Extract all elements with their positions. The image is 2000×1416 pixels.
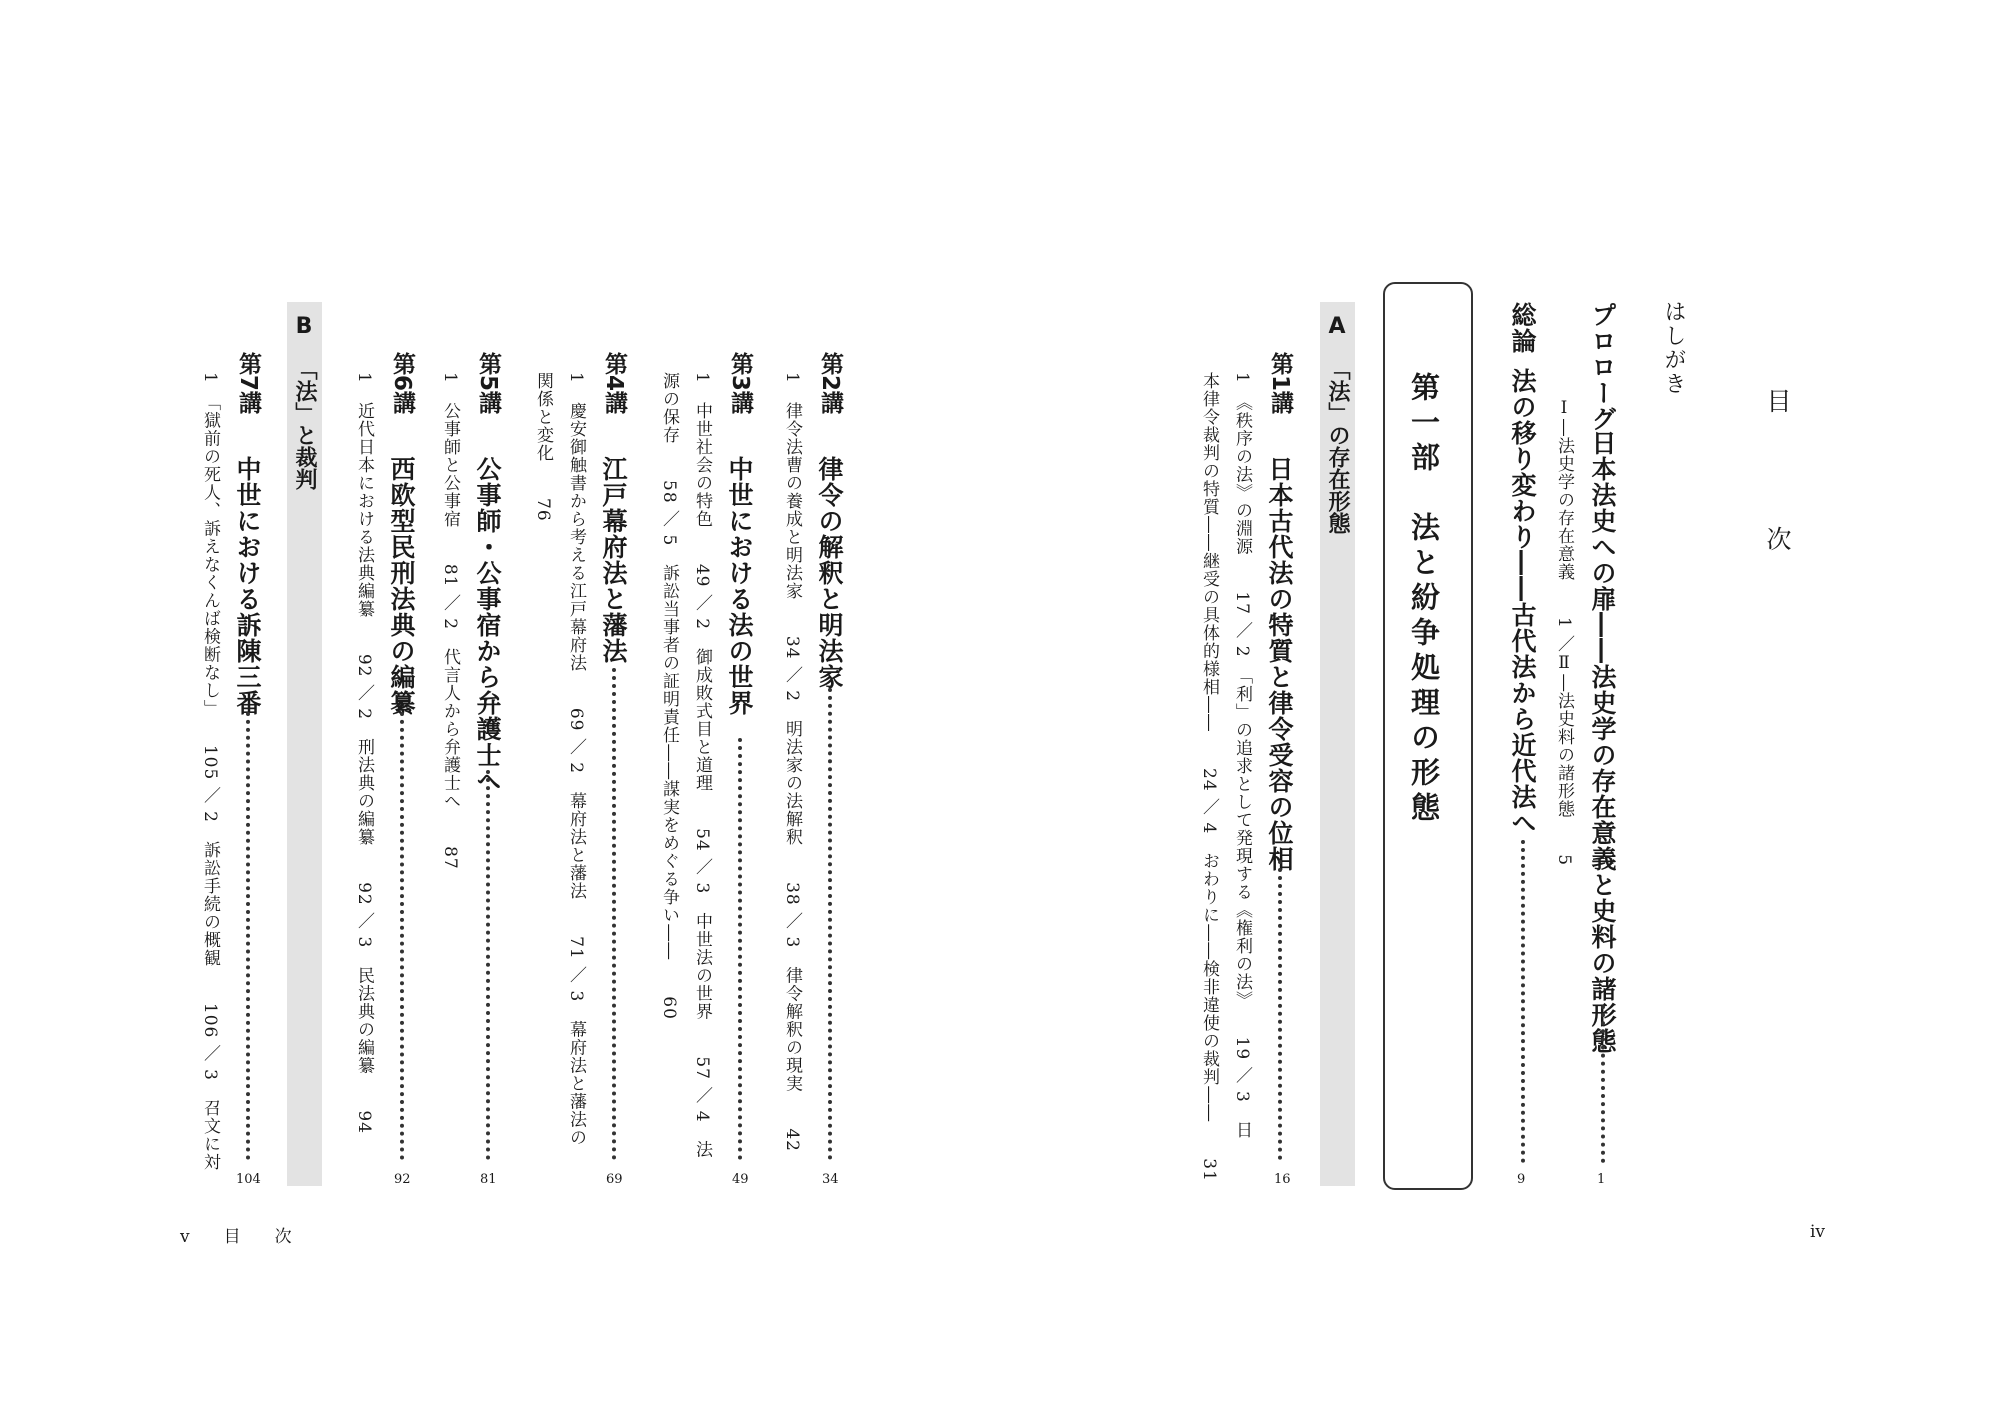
lecture-1-number: 第1講 <box>1267 352 1293 415</box>
prologue-page: 1 <box>1597 1172 1606 1187</box>
footer-left: v 目 次 <box>180 1227 292 1247</box>
lecture-3-title: 中世における法の世界 <box>725 456 754 716</box>
part-title: 第一部 法と紛争処理の形態 <box>1407 372 1441 827</box>
lecture-5-sub-line-1: 1 公事師と公事宿 81 ／ 2 代言人から弁護士へ 87 <box>440 372 460 870</box>
lecture-7-title: 中世における訴陳三番 <box>233 456 262 716</box>
lecture-5-leader <box>486 770 490 1160</box>
lecture-7-leader <box>246 712 250 1160</box>
lecture-4-number: 第4講 <box>601 352 627 415</box>
lecture-2-leader <box>828 688 832 1160</box>
lecture-4-sub-line-1: 1 慶安御触書から考える江戸幕府法 69 ／ 2 幕府法と藩法 71 ／ 3 幕府法と藩法の <box>566 372 586 1147</box>
lecture-4-leader <box>612 668 616 1160</box>
lecture-6-sub-line-1: 1 近代日本における法典編纂 92 ／ 2 刑法典の編纂 92 ／ 3 民法典の編纂 94 <box>354 372 374 1134</box>
lecture-7-sub-line-1: 1 「獄前の死人、訴えなくんば検断なし」 105 ／ 2 訴訟手続の概観 106 ／ 3 召文に対 <box>200 372 220 1171</box>
lecture-4-page: 69 <box>606 1172 623 1187</box>
lecture-7-number: 第7講 <box>235 352 261 415</box>
lecture-2-title: 律令の解釈と明法家 <box>815 456 844 690</box>
lecture-5-page: 81 <box>480 1172 497 1187</box>
lecture-2-number: 第2講 <box>817 352 843 415</box>
souron-page: 9 <box>1517 1172 1526 1187</box>
souron-leader <box>1521 840 1525 1163</box>
section-a-title: 「法」の存在形態 <box>1325 358 1350 534</box>
lecture-1-leader <box>1278 860 1282 1160</box>
lecture-6-page: 92 <box>394 1172 411 1187</box>
lecture-7-page: 104 <box>236 1172 261 1187</box>
lecture-6-number: 第6講 <box>389 352 415 415</box>
lecture-3-page: 49 <box>732 1172 749 1187</box>
prologue-label: プロローグ <box>1588 302 1617 432</box>
lecture-5-title: 公事師・公事宿から弁護士へ <box>473 456 502 794</box>
page-title: 目 次 <box>1763 388 1792 595</box>
souron-title: 法の移り変わり――古代法から近代法へ <box>1508 368 1537 836</box>
lecture-3-sub-line-1: 1 中世社会の特色 49 ／ 2 御成敗式目と道理 54 ／ 3 中世法の世界 57 ／ 4 法 <box>692 372 712 1159</box>
souron-label: 総論 <box>1508 302 1537 354</box>
lecture-4-sub-line-2: 関係と変化 76 <box>533 372 553 522</box>
lecture-1-title: 日本古代法の特質と律令受容の位相 <box>1265 456 1294 872</box>
lecture-5-number: 第5講 <box>475 352 501 415</box>
lecture-1-page: 16 <box>1274 1172 1291 1187</box>
lecture-2-sub-line-1: 1 律令法曹の養成と明法家 34 ／ 2 明法家の法解釈 38 ／ 3 律令解釈の現実 42 <box>782 372 802 1152</box>
hashigaki-entry: はしがき <box>1661 300 1686 396</box>
prologue-title: 日本法史への扉――法史学の存在意義と史料の諸形態 <box>1588 430 1617 1054</box>
lecture-6-leader <box>400 712 404 1160</box>
lecture-3-leader <box>738 738 742 1160</box>
section-b-title: 「法」と裁判 <box>292 358 317 490</box>
footer-right: iv <box>1810 1222 1826 1242</box>
prologue-leader <box>1601 1005 1605 1163</box>
section-b-letter: B <box>295 314 313 339</box>
prologue-subentries: Ⅰ―法史学の存在意義 1 ／Ⅱ―法史料の諸形態 5 <box>1554 398 1574 867</box>
lecture-3-number: 第3講 <box>727 352 753 415</box>
lecture-1-sub-line-2: 本律令裁判の特質――継受の具体的様相―― 24 ／ 4 おわりに――検非違使の裁判―― 31 <box>1199 372 1219 1182</box>
lecture-2-page: 34 <box>822 1172 839 1187</box>
section-a-letter: A <box>1328 314 1346 339</box>
lecture-6-title: 西欧型民刑法典の編纂 <box>387 456 416 716</box>
lecture-3-sub-line-2: 源の保存 58 ／ 5 訴訟当事者の証明責任――謀実をめぐる争い―― 60 <box>659 372 679 1020</box>
lecture-1-sub-line-1: 1 《秩序の法》の淵源 17 ／ 2 「利」の追求として発現する《権利の法》 19 ／ 3 日 <box>1232 372 1252 1139</box>
lecture-4-title: 江戸幕府法と藩法 <box>599 456 628 664</box>
